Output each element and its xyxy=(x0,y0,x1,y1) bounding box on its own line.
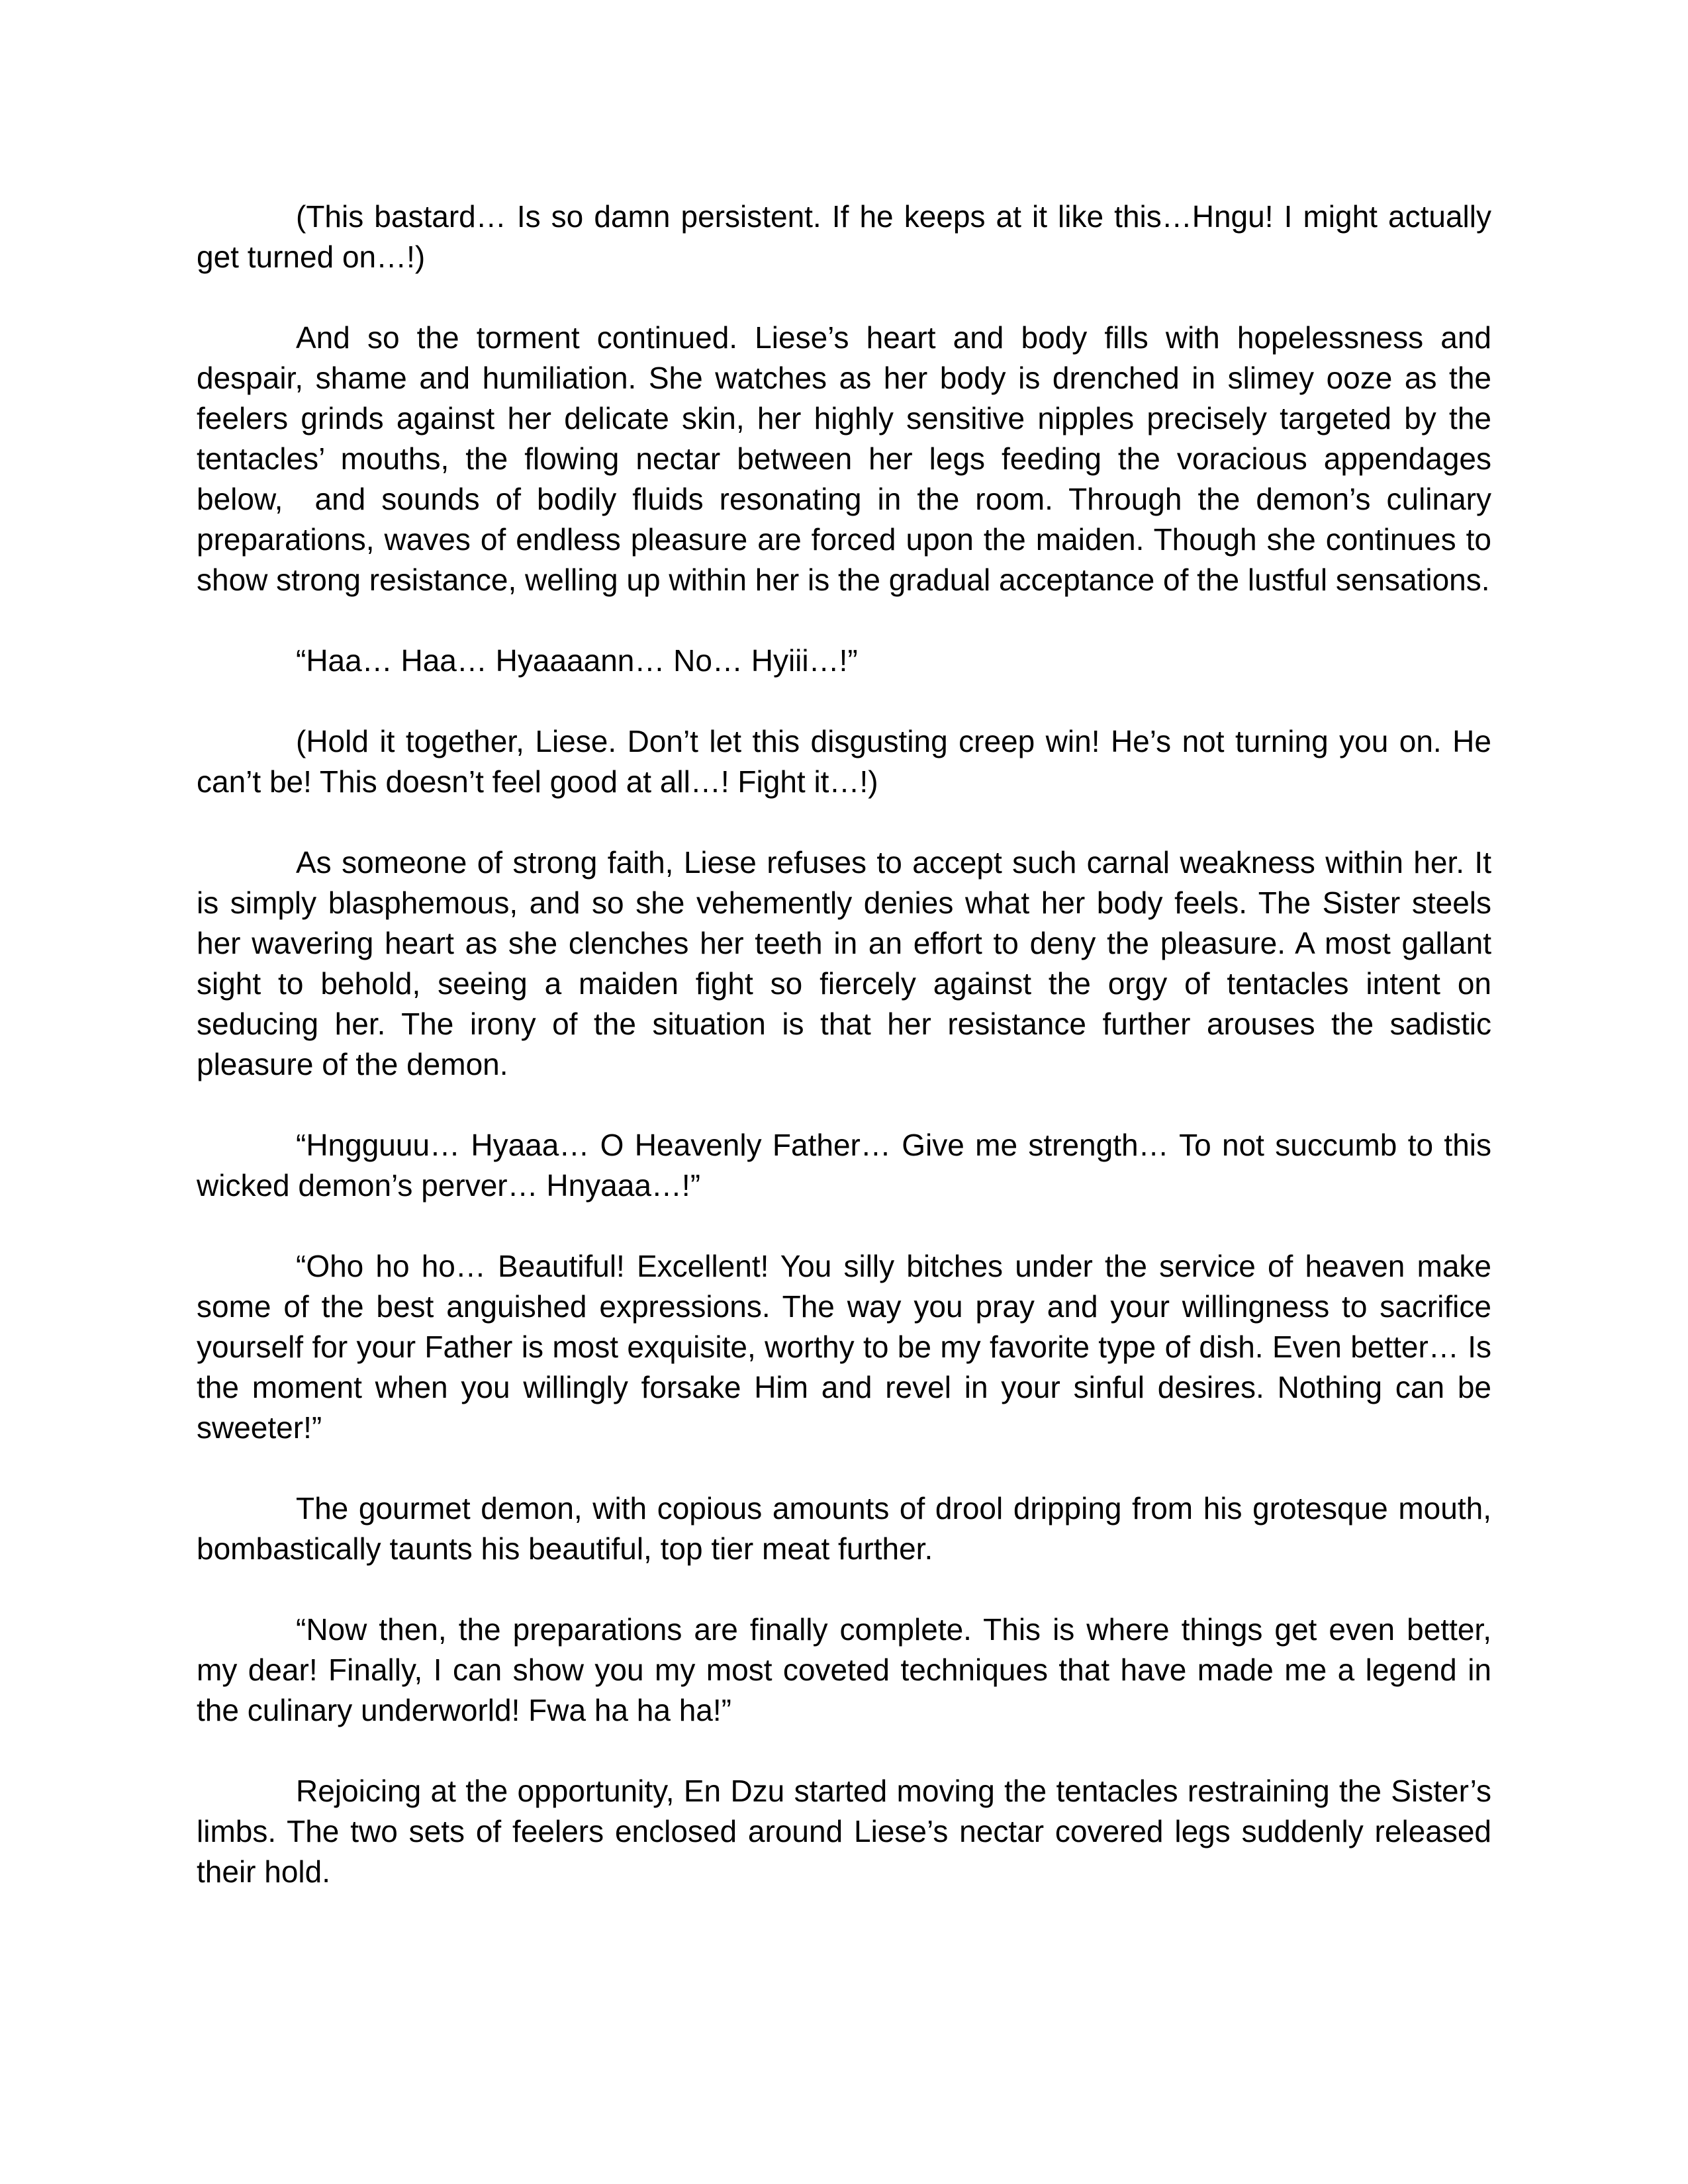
paragraph-inner-monologue-2: (Hold it together, Liese. Don’t let this disgusting creep win! He’s not turning you on. He can’t be! This doesn’t feel good at all…! Fight it…!) xyxy=(197,724,1491,799)
paragraph-dialogue-preparations: “Now then, the preparations are finally complete. This is where things get even better, my dear! Finally, I can show you my most coveted techniques that have made me a legend in the culinary underworld! Fwa ha ha ha!” xyxy=(197,1612,1491,1727)
paragraph-dialogue-moan: “Haa… Haa… Hyaaaann… No… Hyiii…!” xyxy=(296,643,858,678)
paragraph-narration-gourmet-demon: The gourmet demon, with copious amounts of drool dripping from his grotesque mouth, bombastically taunts his beautiful, top tier meat further. xyxy=(197,1491,1491,1566)
paragraph-narration-torment: And so the torment continued. Liese’s heart and body fills with hopelessness and despair, shame and humiliation. She watches as her body is drenched in slimey ooze as the feelers grinds against her delicate skin, her highly sensitive nipples precisely targeted by the tentacles’ mouths, the flowing nectar between her legs feeding the voracious appendages below, and sounds of bodily fluids resonating in the room. Through the demon’s culinary preparations, waves of endless pleasure are forced upon the maiden. Though she continues to show strong resistance, welling up within her is the gradual acceptance of the lustful sensations. xyxy=(197,320,1491,597)
paragraph-dialogue-demon-taunt: “Oho ho ho… Beautiful! Excellent! You silly bitches under the service of heaven make some of the best anguished expressions. The way you pray and your willingness to sacrifice yourself for your Father is most exquisite, worthy to be my favorite type of dish. Even better… Is the moment when you willingly forsake Him and revel in your sinful desires. Nothing can be sweeter!” xyxy=(197,1249,1491,1445)
paragraph-inner-monologue-1: (This bastard… Is so damn persistent. If he keeps at it like this…Hngu! I might actually get turned on…!) xyxy=(197,199,1491,274)
paragraph-narration-faith: As someone of strong faith, Liese refuses to accept such carnal weakness within her. It is simply blasphemous, and so she vehemently denies what her body feels. The Sister steels her wavering heart as she clenches her teeth in an effort to deny the pleasure. A most gallant sight to behold, seeing a maiden fight so fiercely against the orgy of tentacles intent on seducing her. The irony of the situation is that her resistance further arouses the sadistic pleasure of the demon. xyxy=(197,845,1491,1081)
paragraph-dialogue-prayer: “Hngguuu… Hyaaa… O Heavenly Father… Give me strength… To not succumb to this wicked demon’s perver… Hnyaaa…!” xyxy=(197,1128,1491,1203)
paragraph-narration-rejoicing: Rejoicing at the opportunity, En Dzu started moving the tentacles restraining the Sister’s limbs. The two sets of feelers enclosed around Liese’s nectar covered legs suddenly released their hold. xyxy=(197,1774,1491,1889)
